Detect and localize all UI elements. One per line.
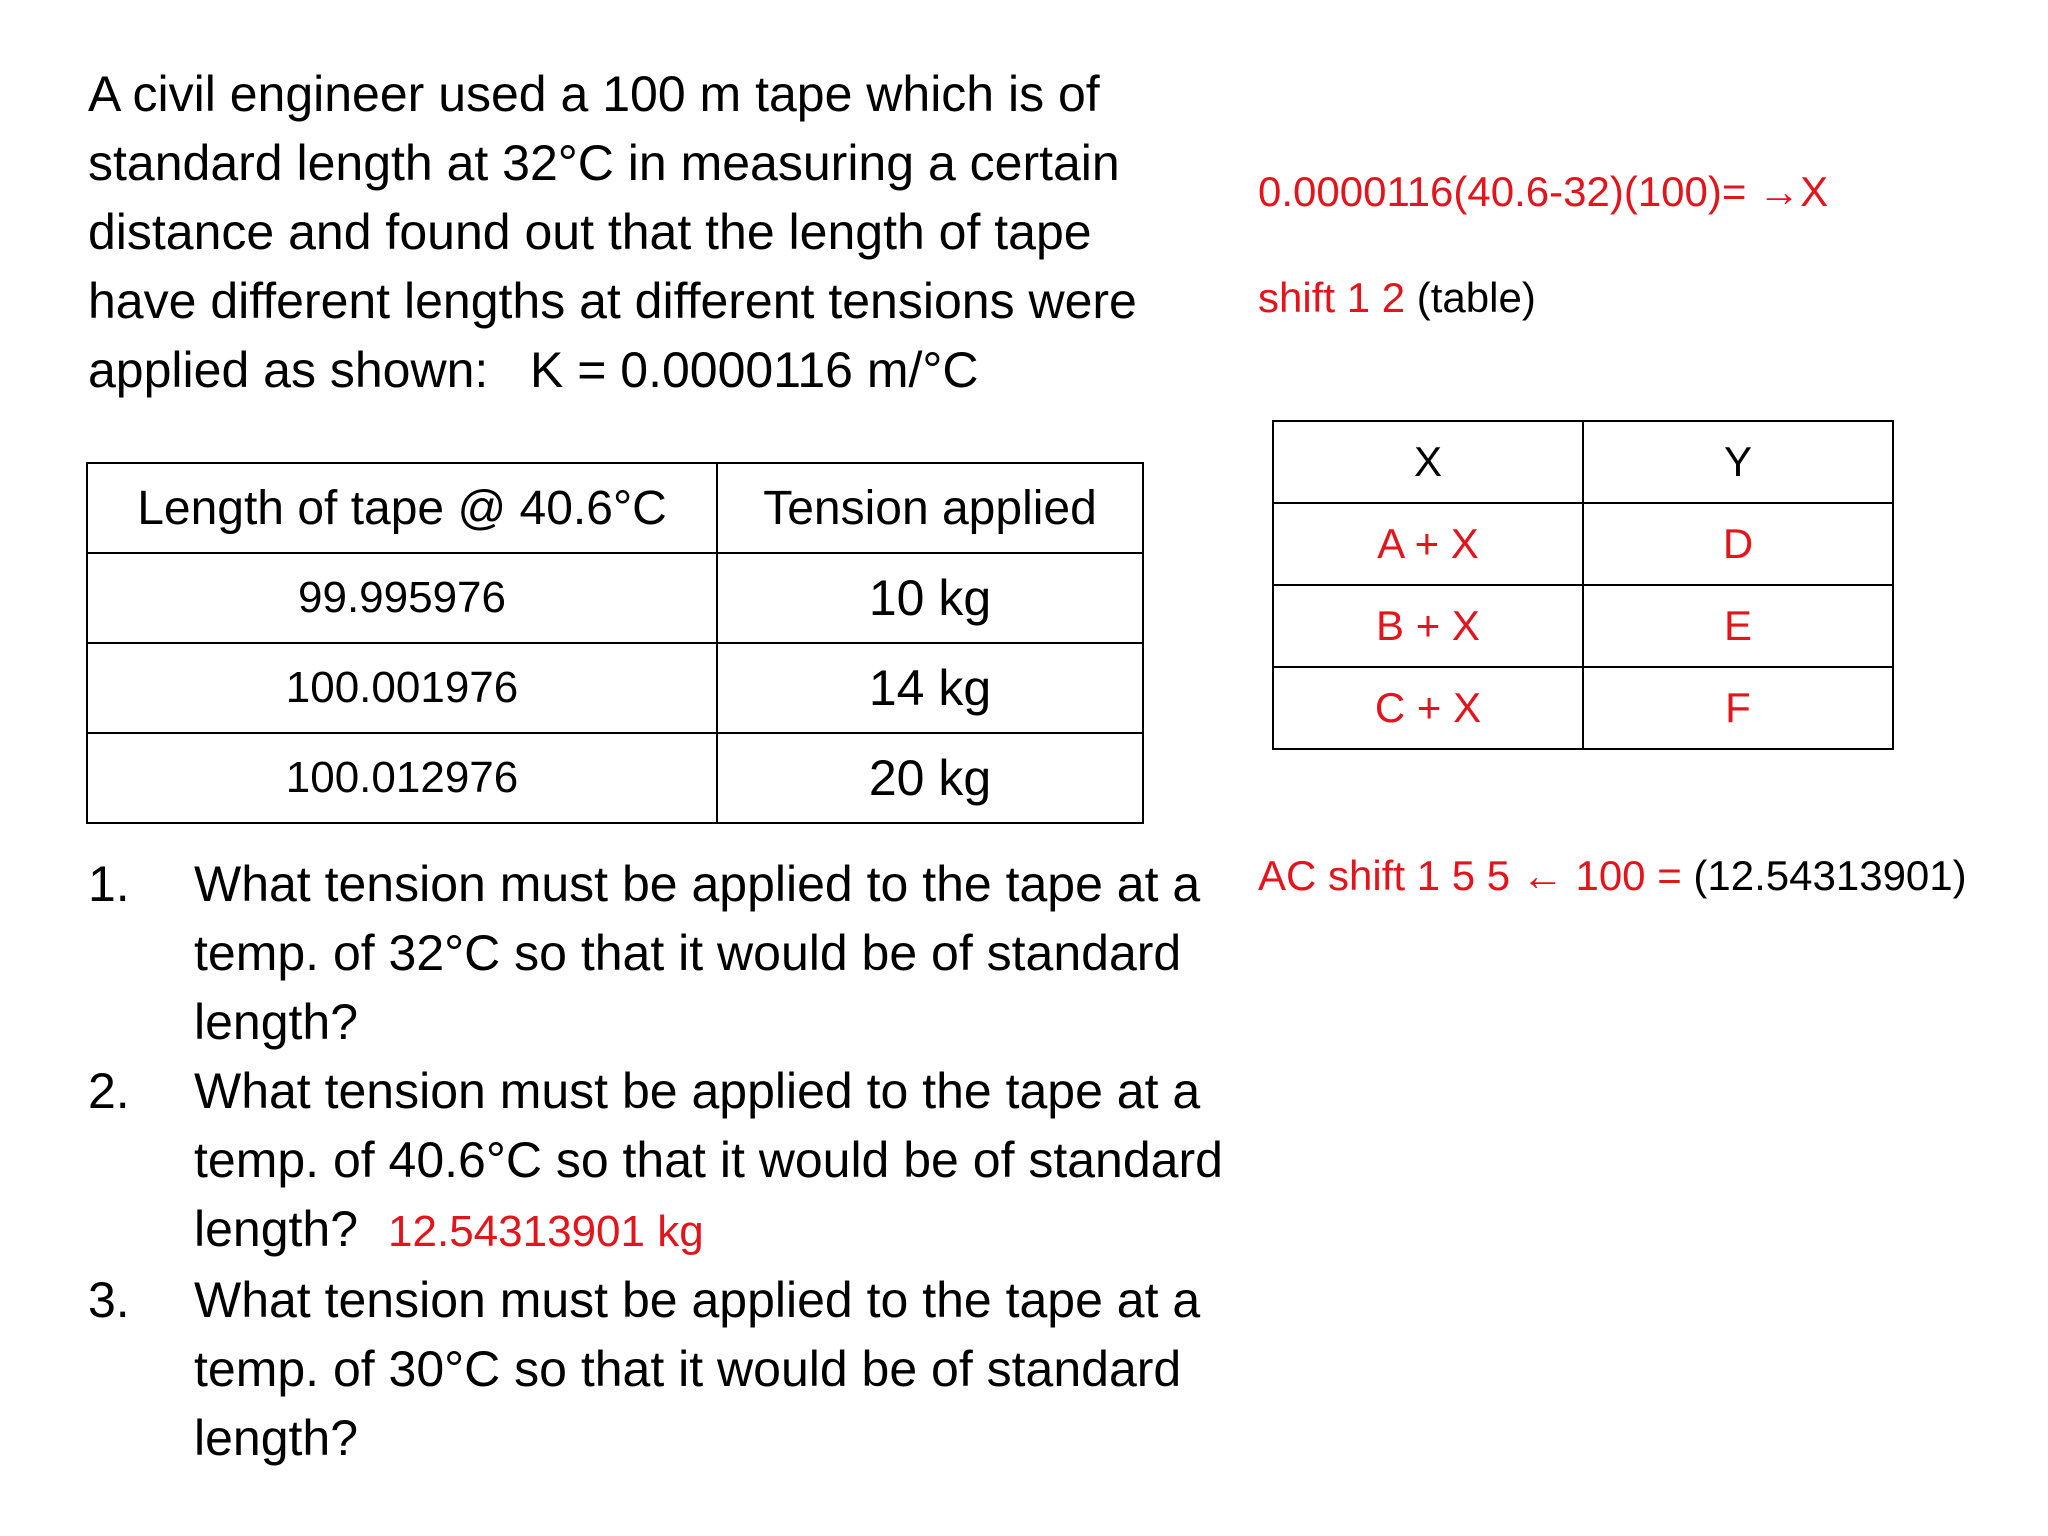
cell-x: B + X bbox=[1273, 585, 1583, 667]
header-y: Y bbox=[1583, 421, 1893, 503]
thermal-coefficient: K = 0.0000116 m/°C bbox=[529, 342, 979, 398]
question-text: What tension must be applied to the tape at a temp. of 40.6°C so that it would be of standard length? bbox=[194, 1063, 1223, 1257]
table-header-row bbox=[1273, 421, 1893, 503]
question-number: 3. bbox=[88, 1272, 130, 1328]
problem-statement bbox=[88, 60, 1208, 405]
question-text: What tension must be applied to the tape at a temp. of 32°C so that it would be of standard length? bbox=[194, 856, 1201, 1050]
question-number: 1. bbox=[88, 856, 130, 912]
cell-x: C + X bbox=[1273, 667, 1583, 749]
table-row bbox=[1273, 503, 1893, 585]
question-item bbox=[88, 1057, 1238, 1266]
question-item bbox=[88, 850, 1238, 1057]
table-row bbox=[1273, 667, 1893, 749]
calc-step-store-x: 0.0000116(40.6-32)(100)= →X bbox=[1258, 168, 1829, 215]
header-x: X bbox=[1273, 421, 1583, 503]
cell-length: 99.995976 bbox=[87, 553, 717, 643]
question-answer: 12.54313901 kg bbox=[388, 1207, 704, 1256]
cell-y: D bbox=[1583, 503, 1893, 585]
calc-step-table-mode bbox=[1258, 274, 1536, 322]
calc-keys: shift 1 2 bbox=[1258, 274, 1406, 321]
cell-y: E bbox=[1583, 585, 1893, 667]
cell-tension: 14 kg bbox=[717, 643, 1143, 733]
question-item bbox=[88, 1266, 1238, 1473]
problem-text: A civil engineer used a 100 m tape which is of standard length at 32°C in measuring a certain distance and found out that the length of tape have different lengths at different tensions were applied as shown: bbox=[88, 66, 1137, 398]
header-length: Length of tape @ 40.6°C bbox=[87, 463, 717, 553]
table-row bbox=[87, 553, 1143, 643]
cell-length: 100.012976 bbox=[87, 733, 717, 823]
question-number: 2. bbox=[88, 1063, 130, 1119]
table-row bbox=[87, 733, 1143, 823]
cell-tension: 20 kg bbox=[717, 733, 1143, 823]
cell-y: F bbox=[1583, 667, 1893, 749]
cell-tension: 10 kg bbox=[717, 553, 1143, 643]
calc-result: (12.54313901) bbox=[1693, 852, 1967, 899]
calc-keys: AC shift 1 5 5 ← 100 = bbox=[1258, 852, 1682, 899]
table-header-row bbox=[87, 463, 1143, 553]
calc-step-solve bbox=[1258, 852, 1967, 900]
cell-x: A + X bbox=[1273, 503, 1583, 585]
calc-note: (table) bbox=[1416, 274, 1536, 321]
tape-data-table bbox=[86, 462, 1144, 824]
question-text: What tension must be applied to the tape at a temp. of 30°C so that it would be of standard length? bbox=[194, 1272, 1201, 1466]
cell-length: 100.001976 bbox=[87, 643, 717, 733]
header-tension: Tension applied bbox=[717, 463, 1143, 553]
calculator-xy-table bbox=[1272, 420, 1894, 750]
question-list bbox=[88, 850, 1238, 1473]
table-row bbox=[87, 643, 1143, 733]
table-row bbox=[1273, 585, 1893, 667]
